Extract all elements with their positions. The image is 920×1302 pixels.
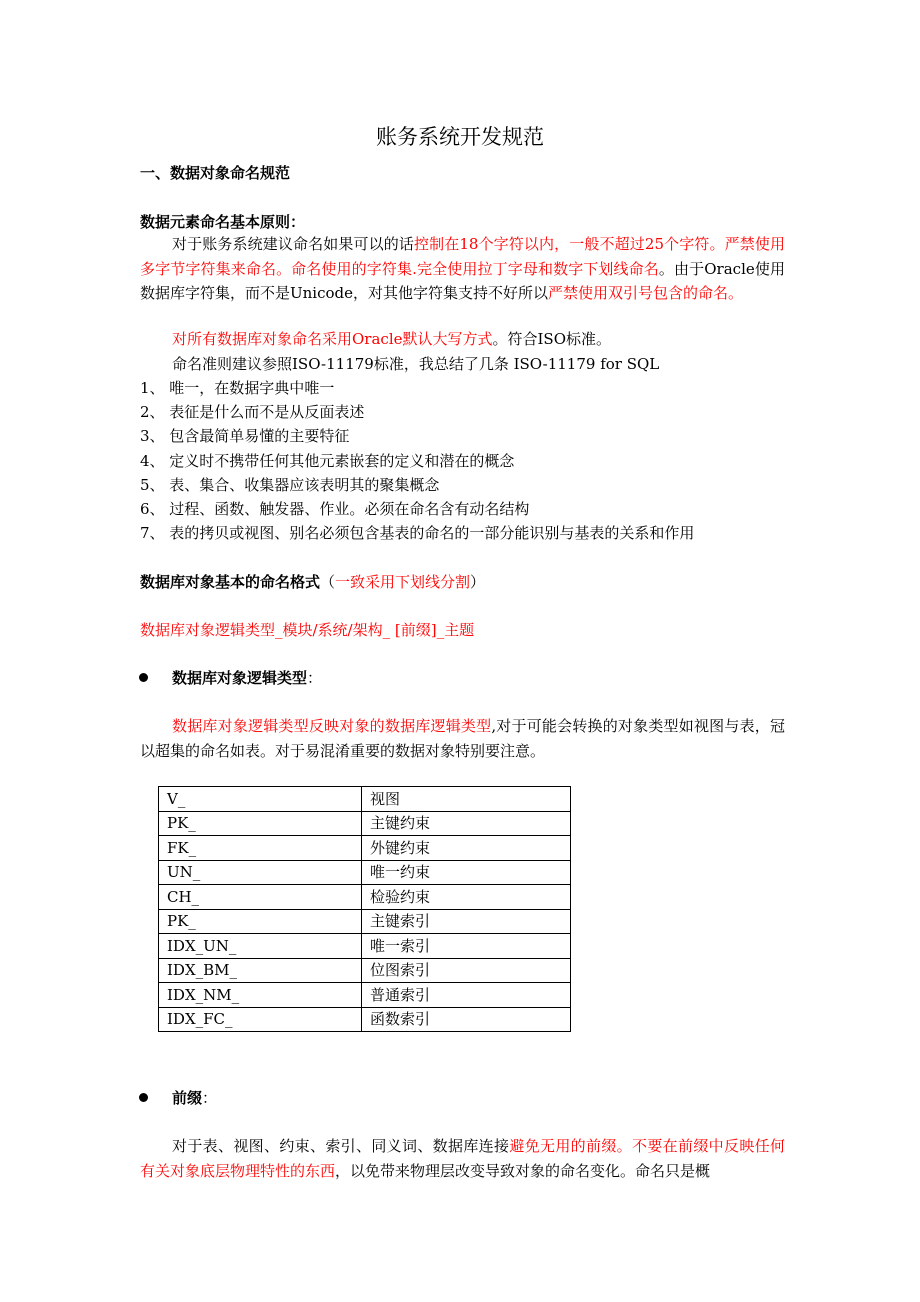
prefix-description-cell: 位图索引 xyxy=(362,958,571,983)
highlight-span: 避免无用的前缀。不要在前缀中反映任何有关对象底层物理特性的东西 xyxy=(140,1137,785,1180)
table-row xyxy=(159,885,571,910)
table-row xyxy=(159,1007,571,1032)
naming-principle-paragraph xyxy=(140,232,785,306)
prefix-code-cell: IDX_NM_ xyxy=(159,983,362,1008)
prefix-description-cell: 检验约束 xyxy=(362,885,571,910)
uppercase-rule-paragraph xyxy=(172,327,611,351)
bullet-colon: ： xyxy=(202,1089,218,1107)
text-span: 对于账务系统建议命名如果可以的话 xyxy=(172,235,414,253)
prefix-description-cell: 函数索引 xyxy=(362,1007,571,1032)
table-row xyxy=(159,983,571,1008)
rule-item: 1、 唯一，在数据字典中唯一 xyxy=(140,379,335,397)
prefix-code-cell: PK_ xyxy=(159,811,362,836)
text-span: ,对于可能会转换的对象类型如视图与表，冠以超集的命名如表。对于易混淆重要的数据对象特别要注意。 xyxy=(140,717,785,760)
prefix-code-cell: CH_ xyxy=(159,885,362,910)
table-row xyxy=(159,811,571,836)
table-row xyxy=(159,934,571,959)
prefix-description-cell: 主键索引 xyxy=(362,909,571,934)
prefix-code-cell: FK_ xyxy=(159,836,362,861)
rule-item: 6、 过程、函数、触发器、作业。必须在命名含有动名结构 xyxy=(140,500,530,518)
table-row xyxy=(159,836,571,861)
text-span: 。由于Oracle使用数据库字符集，而不是Unicode，对其他字符集支持不好所以 xyxy=(140,259,785,302)
format-note: 一致采用下划线分割 xyxy=(335,573,471,591)
bullet-label: 前缀 xyxy=(172,1089,203,1107)
bullet-label: 数据库对象逻辑类型 xyxy=(172,669,308,687)
bullet-heading-prefix xyxy=(172,1086,217,1110)
prefix-description-cell: 唯一索引 xyxy=(362,934,571,959)
rule-item: 7、 表的拷贝或视图、别名必须包含基表的命名的一部分能识别与基表的关系和作用 xyxy=(140,524,695,542)
prefix-paragraph xyxy=(140,1134,785,1183)
rule-item: 3、 包含最简单易懂的主要特征 xyxy=(140,427,350,445)
prefix-description-cell: 普通索引 xyxy=(362,983,571,1008)
format-heading-text: 数据库对象基本的命名格式 xyxy=(140,573,321,591)
prefix-code-cell: V_ xyxy=(159,787,362,812)
highlight-span: 对所有数据库对象命名采用Oracle默认大写方式 xyxy=(172,330,493,348)
rule-item: 5、 表、集合、收集器应该表明其的聚集概念 xyxy=(140,476,440,494)
bullet-colon: ： xyxy=(307,669,323,687)
format-pattern: 数据库对象逻辑类型_模块/系统/架构_ [前缀]_主题 xyxy=(140,621,475,639)
highlight-span: 严禁使用双引号包含的命名。 xyxy=(548,284,744,302)
table-row xyxy=(159,909,571,934)
prefix-code-cell: IDX_FC_ xyxy=(159,1007,362,1032)
text-span: ，以免带来物理层改变导致对象的命名变化。命名只是概 xyxy=(335,1161,711,1180)
rule-item: 2、 表征是什么而不是从反面表述 xyxy=(140,403,365,421)
bullet-heading-logical-type xyxy=(172,666,322,690)
bullet-dot-icon xyxy=(139,673,148,682)
prefix-description-cell: 视图 xyxy=(362,787,571,812)
prefix-code-cell: UN_ xyxy=(159,860,362,885)
table-row xyxy=(159,787,571,812)
section-heading: 一、数据对象命名规范 xyxy=(140,164,291,182)
table-row xyxy=(159,958,571,983)
text-span: 。符合ISO标准。 xyxy=(492,330,611,348)
iso-reference-paragraph: 命名准则建议参照ISO-11179标准，我总结了几条 ISO-11179 for SQL xyxy=(172,355,660,373)
logical-type-paragraph xyxy=(140,714,785,763)
prefix-description-cell: 外键约束 xyxy=(362,836,571,861)
prefix-code-cell: IDX_BM_ xyxy=(159,958,362,983)
prefix-code-table xyxy=(158,786,571,1032)
format-heading xyxy=(140,570,485,594)
principle-heading: 数据元素命名基本原则： xyxy=(140,213,306,231)
text-span: 对于表、视图、约束、索引、同义词、数据库连接 xyxy=(172,1137,510,1155)
rule-item: 4、 定义时不携带任何其他元素嵌套的定义和潜在的概念 xyxy=(140,452,515,470)
highlight-span: 控制在18个字符以内，一般不超过25个字符。严禁使用多字节字符集来命名。命名使用的字符集.完全使用拉丁字母和数字下划线命名 xyxy=(140,235,785,278)
bullet-dot-icon xyxy=(139,1093,148,1102)
prefix-code-cell: IDX_UN_ xyxy=(159,934,362,959)
prefix-code-cell: PK_ xyxy=(159,909,362,934)
highlight-span: 数据库对象逻辑类型反映对象的数据库逻辑类型 xyxy=(172,717,492,735)
prefix-description-cell: 唯一约束 xyxy=(362,860,571,885)
prefix-description-cell: 主键约束 xyxy=(362,811,571,836)
paren: ） xyxy=(470,573,486,591)
document-title: 账务系统开发规范 xyxy=(376,125,544,149)
paren: （ xyxy=(320,573,336,591)
table-row xyxy=(159,860,571,885)
